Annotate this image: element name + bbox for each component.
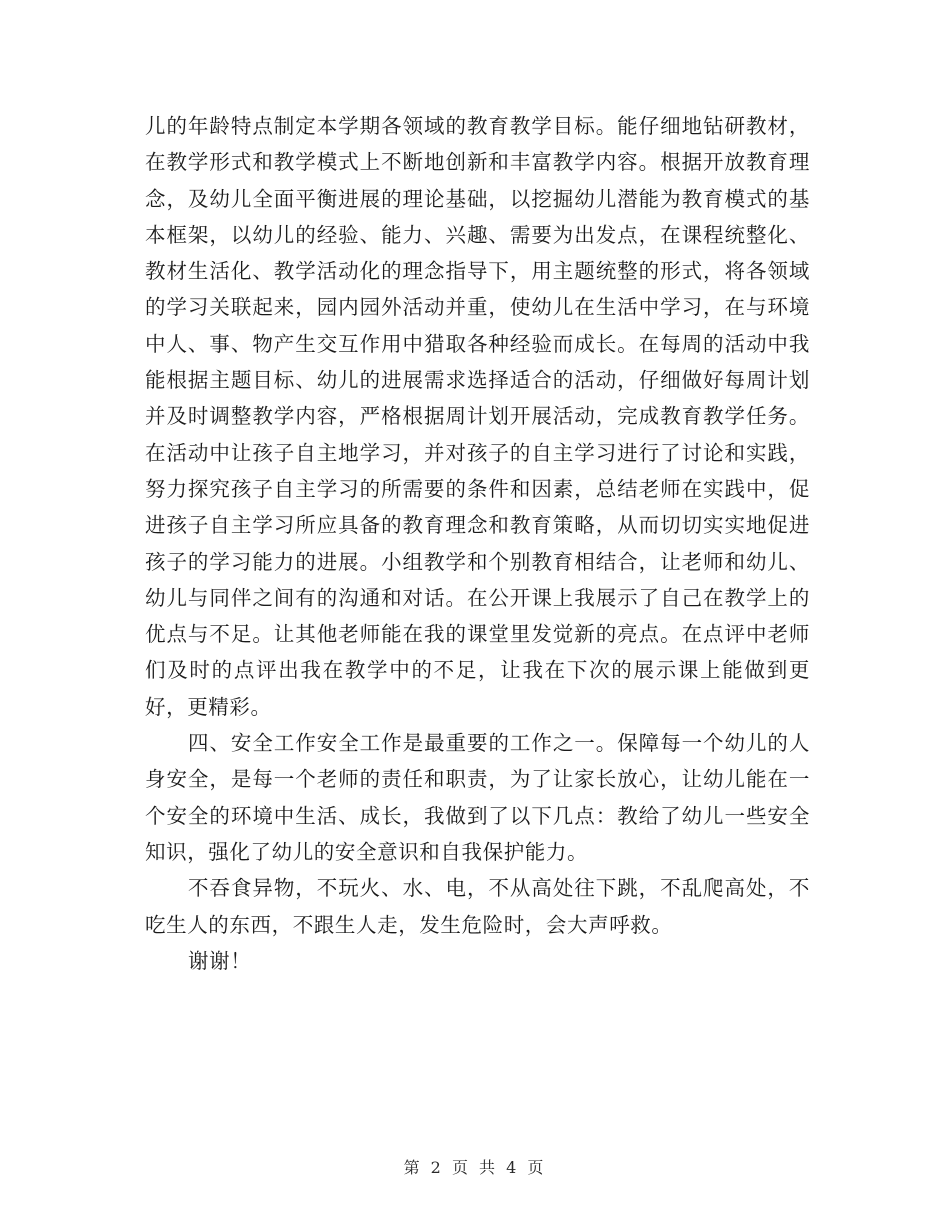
paragraph-safety-rules: 不吞食异物，不玩火、水、电，不从高处往下跳，不乱爬高处，不吃生人的东西，不跟生人走，发生危险时，会大声呼救。 [145,876,810,937]
paragraph-continued-teaching: 儿的年龄特点制定本学期各领域的教育教学目标。能仔细地钻研教材，在教学形式和教学模式上不断地创新和丰富教学内容。根据开放教育理念，及幼儿全面平衡进展的理论基础，以挖掘幼儿潜能为教育模式的基本框架，以幼儿的经验、能力、兴趣、需要为出发点，在课程统整化、教材生活化、教学活动化的理念指导下，用主题统整的形式，将各领域的学习关联起来，园内园外活动并重，使幼儿在生活中学习，在与环境中人、事、物产生交互作用中猎取各种经验而成长。在每周的活动中我能根据主题目标、幼儿的进展需求选择适合的活动，仔细做好每周计划并及时调整教学内容，严格根据周计划开展活动，完成教育教学任务。在活动中让孩子自主地学习，并对孩子的自主学习进行了讨论和实践，努力探究孩子自主学习的所需要的条件和因素，总结老师在实践中，促进孩子自主学习所应具备的教育理念和教育策略，从而切切实实地促进孩子的学习能力的进展。小组教学和个别教育相结合，让老师和幼儿、幼儿与同伴之间有的沟通和对话。在公开课上我展示了自己在教学上的优点与不足。让其他老师能在我的课堂里发觉新的亮点。在点评中老师们及时的点评出我在教学中的不足，让我在下次的展示课上能做到更好，更精彩。 [145,114,810,719]
document-body [145,108,810,979]
paragraph-thanks: 谢谢！ [188,948,252,973]
paragraph-safety-work: 四、安全工作安全工作是最重要的工作之一。保障每一个幼儿的人身安全，是每一个老师的责任和职责，为了让家长放心，让幼儿能在一个安全的环境中生活、成长，我做到了以下几点：教给了幼儿一些安全知识，强化了幼儿的安全意识和自我保护能力。 [145,731,810,864]
page-number-footer: 第 2 页 共 4 页 [403,1158,547,1177]
